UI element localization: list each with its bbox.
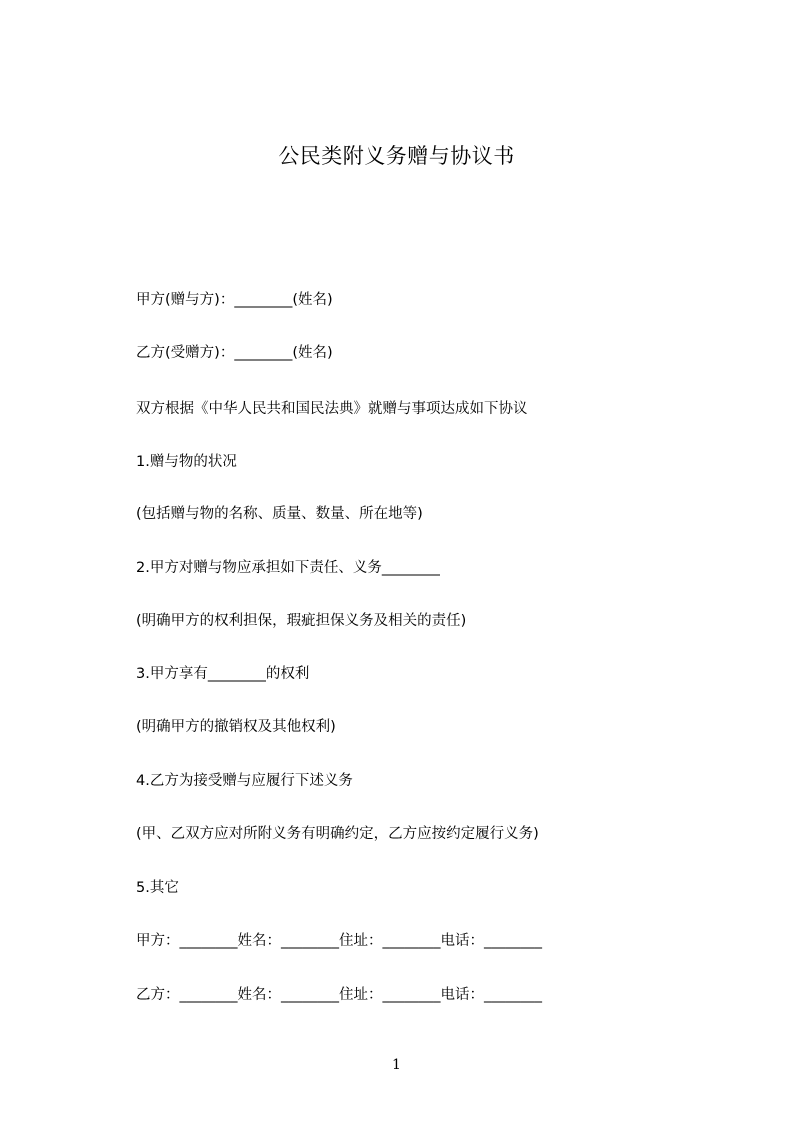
clause-4-note: (甲、乙双方应对所附义务有明确约定，乙方应按约定履行义务): [136, 826, 539, 842]
clause-2-note: (明确甲方的权利担保，瑕疵担保义务及相关的责任): [136, 613, 467, 629]
clause-1-note: (包括赠与物的名称、质量、数量、所在地等): [136, 506, 423, 522]
party-a-line: 甲方(赠与方)：________(姓名): [136, 292, 333, 308]
document-title: 公民类附义务赠与协议书: [278, 144, 515, 168]
clause-2-heading: 2.甲方对赠与物应承担如下责任、义务________: [136, 560, 440, 576]
clause-4-heading: 4.乙方为接受赠与应履行下述义务: [136, 773, 353, 789]
clause-3-heading: 3.甲方享有________的权利: [136, 666, 310, 682]
agreement-intro: 双方根据《中华人民共和国民法典》就赠与事项达成如下协议: [136, 401, 528, 417]
clause-1-heading: 1.赠与物的状况: [136, 454, 237, 470]
clause-3-note: (明确甲方的撤销权及其他权利): [136, 719, 336, 735]
party-b-line: 乙方(受赠方)：________(姓名): [136, 345, 333, 361]
party-b-signature-line: 乙方：________姓名：________住址：________电话：________: [136, 987, 542, 1003]
party-a-signature-line: 甲方：________姓名：________住址：________电话：________: [136, 933, 542, 949]
page-number: 1: [392, 1057, 401, 1073]
clause-5-heading: 5.其它: [136, 880, 179, 896]
